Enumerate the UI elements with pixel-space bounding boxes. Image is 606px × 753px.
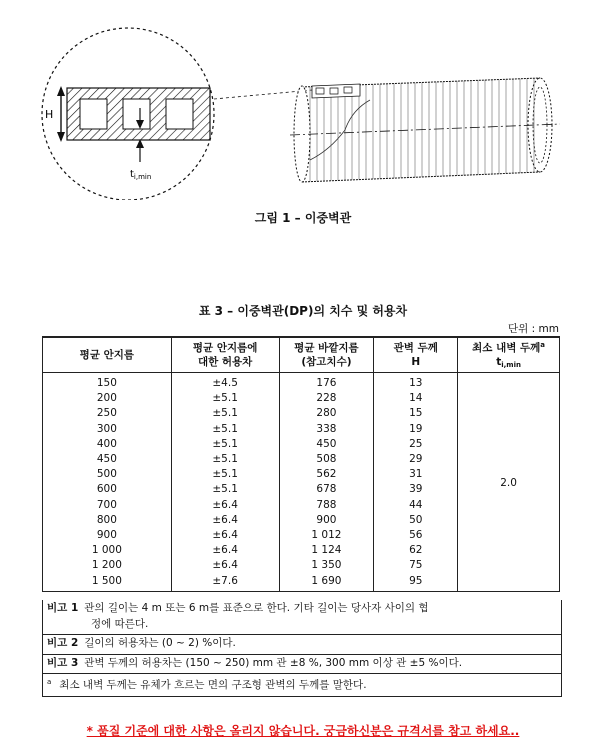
cell-tolerance: ±6.4: [171, 558, 279, 573]
cell-min-inner-wall: 2.0: [458, 373, 560, 592]
header-min-inner-wall: 최소 내벽 두께$^a$ $t_{i,min}$: [458, 337, 560, 373]
cell-inner-diameter: 300: [43, 422, 172, 437]
cell-wall-thickness: 13: [374, 373, 458, 392]
cell-inner-diameter: 600: [43, 482, 172, 497]
cell-tolerance: ±5.1: [171, 452, 279, 467]
cell-outer-diameter: 900: [279, 513, 374, 528]
cell-wall-thickness: 25: [374, 437, 458, 452]
figure-caption: 그림 1 – 이중벽관: [254, 211, 352, 225]
cell-wall-thickness: 31: [374, 467, 458, 482]
footnote-a: $^a$ 최소 내벽 두께는 유체가 흐르는 면의 구조형 관벽의 두께를 말한다.: [47, 678, 367, 691]
cell-outer-diameter: 1 012: [279, 528, 374, 543]
t-label: $t_{i,min}$: [130, 169, 152, 181]
note-2: 비고 2 길이의 허용차는 (0 ~ 2) %이다.: [43, 635, 561, 655]
cell-outer-diameter: 788: [279, 498, 374, 513]
cell-tolerance: ±5.1: [171, 391, 279, 406]
cell-wall-thickness: 44: [374, 498, 458, 513]
cell-inner-diameter: 200: [43, 391, 172, 406]
cell-outer-diameter: 338: [279, 422, 374, 437]
double-wall-pipe-figure: [0, 0, 606, 200]
cell-outer-diameter: 562: [279, 467, 374, 482]
cell-wall-thickness: 29: [374, 452, 458, 467]
cell-tolerance: ±6.4: [171, 498, 279, 513]
cell-outer-diameter: 1 124: [279, 543, 374, 558]
pipe-drawing: [290, 78, 560, 182]
table-title: 표 3 – 이중벽관(DP)의 치수 및 허용차: [198, 304, 408, 318]
cell-wall-thickness: 19: [374, 422, 458, 437]
cell-inner-diameter: 1 200: [43, 558, 172, 573]
cell-wall-thickness: 14: [374, 391, 458, 406]
header-mean-outer-diameter: 평균 바깥지름 (참고치수): [279, 337, 374, 373]
cell-outer-diameter: 228: [279, 391, 374, 406]
cell-inner-diameter: 800: [43, 513, 172, 528]
cell-wall-thickness: 15: [374, 406, 458, 421]
cell-tolerance: ±5.1: [171, 422, 279, 437]
cell-inner-diameter: 1 000: [43, 543, 172, 558]
cell-tolerance: ±4.5: [171, 373, 279, 392]
detail-circle: [42, 28, 214, 200]
cell-outer-diameter: 678: [279, 482, 374, 497]
cell-tolerance: ±5.1: [171, 437, 279, 452]
cell-wall-thickness: 62: [374, 543, 458, 558]
cell-wall-thickness: 39: [374, 482, 458, 497]
header-inner-diameter-tolerance: 평균 안지름에 대한 허용차: [171, 337, 279, 373]
footer-notice: * 품질 기준에 대한 사항은 올리지 않습니다. 궁금하신분은 규격서를 참고 하세요..: [86, 724, 520, 738]
h-label: H: [45, 108, 54, 121]
cell-tolerance: ±6.4: [171, 513, 279, 528]
cell-inner-diameter: 1 500: [43, 573, 172, 591]
cell-outer-diameter: 1 350: [279, 558, 374, 573]
cell-inner-diameter: 150: [43, 373, 172, 392]
note-3: 비고 3 관벽 두께의 허용차는 (150 ~ 250) mm 관 ±8 %, 300 mm 이상 관 ±5 %이다.: [43, 655, 561, 675]
cell-tolerance: ±5.1: [171, 482, 279, 497]
cell-outer-diameter: 1 690: [279, 573, 374, 591]
cell-outer-diameter: 176: [279, 373, 374, 392]
cell-outer-diameter: 280: [279, 406, 374, 421]
cell-outer-diameter: 508: [279, 452, 374, 467]
header-wall-thickness: 관벽 두께 H: [374, 337, 458, 373]
cell-tolerance: ±6.4: [171, 528, 279, 543]
table-row: [43, 373, 560, 392]
table-header-row: [43, 337, 560, 373]
cell-wall-thickness: 56: [374, 528, 458, 543]
dimensions-table: [42, 336, 560, 592]
cell-wall-thickness: 75: [374, 558, 458, 573]
cell-wall-thickness: 50: [374, 513, 458, 528]
cell-tolerance: ±5.1: [171, 467, 279, 482]
note-1: 비고 1 관의 길이는 4 m 또는 6 m를 표준으로 한다. 기타 길이는 당사자 사이의 협 정에 따른다.: [43, 600, 561, 635]
cell-inner-diameter: 900: [43, 528, 172, 543]
header-mean-inner-diameter: 평균 안지름: [43, 337, 172, 373]
cell-inner-diameter: 450: [43, 452, 172, 467]
cell-inner-diameter: 500: [43, 467, 172, 482]
cell-inner-diameter: 700: [43, 498, 172, 513]
cell-tolerance: ±7.6: [171, 573, 279, 591]
cell-inner-diameter: 400: [43, 437, 172, 452]
cell-wall-thickness: 95: [374, 573, 458, 591]
cell-tolerance: ±5.1: [171, 406, 279, 421]
cell-inner-diameter: 250: [43, 406, 172, 421]
notes-box: [42, 600, 562, 697]
cell-outer-diameter: 450: [279, 437, 374, 452]
unit-label: 단위 : mm: [508, 323, 559, 335]
cell-tolerance: ±6.4: [171, 543, 279, 558]
